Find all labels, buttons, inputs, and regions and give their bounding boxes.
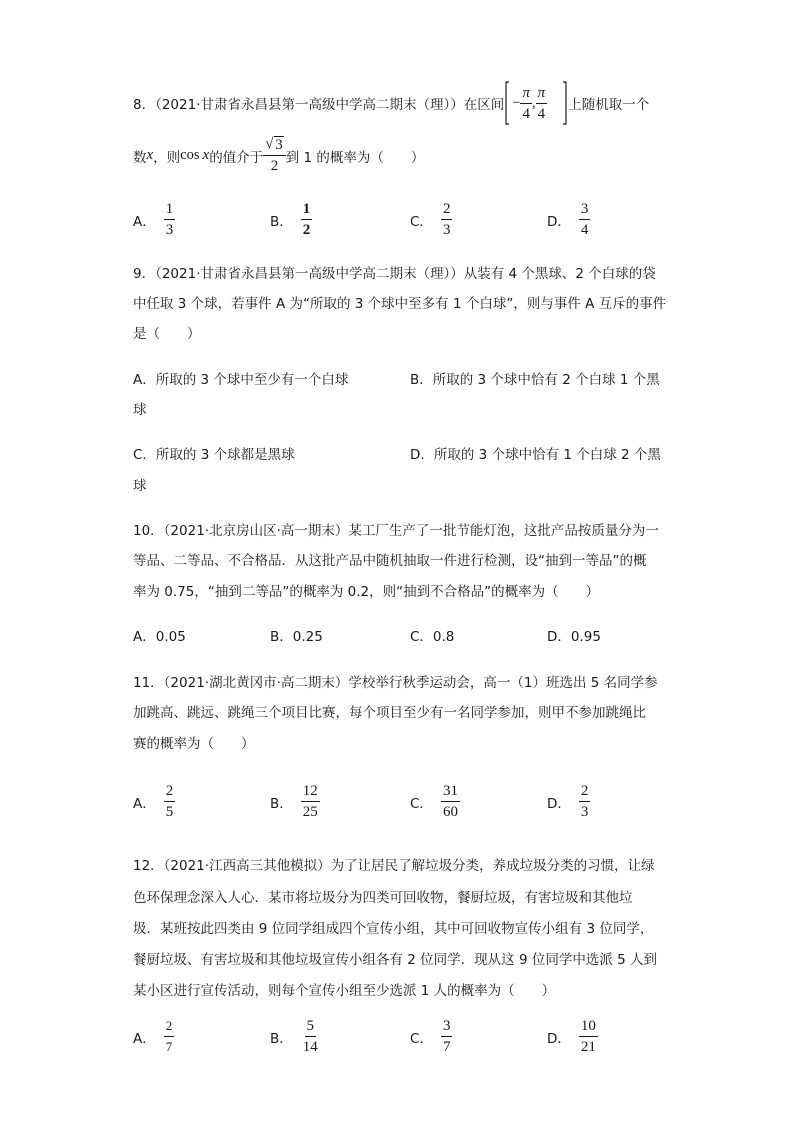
q9-stem-line1: 9．（2021·甘肃省永昌县第一高级中学高二期末（理））从装有 4 个黑球、2 个白球的袋 (133, 266, 656, 282)
q8-interval-left: $\frac{\pi}{4}$ (522, 84, 530, 122)
q8-sqrt-den: 2 (270, 158, 279, 174)
q8-interval (504, 80, 568, 126)
q12-option-a[interactable]: A． $\frac{2}{7}$ (133, 1018, 173, 1054)
q8-option-a[interactable]: A． $\frac{1}{3}$ (133, 201, 174, 238)
q11-stem-line1: 11．（2021·湖北黄冈市·高二期末）学校举行秋季运动会，高一（1）班选出 5 名同学参 (133, 675, 658, 691)
q8-option-d-fraction: $\frac{3}{4}$ (580, 201, 589, 238)
q10-option-d[interactable]: D．0.95 (547, 629, 601, 645)
q12-option-c[interactable]: C． $\frac{3}{7}$ (410, 1018, 451, 1055)
q8-var-x2: x (202, 147, 210, 163)
q12-option-b[interactable]: B． $\frac{5}{14}$ (270, 1018, 318, 1055)
q9-stem-line3: 是（ ） (133, 326, 201, 342)
q8-option-a-fraction: $\frac{1}{3}$ (165, 201, 174, 238)
q10-stem-line2: 等品、二等品、不合格品．从这批产品中随机抽取一件进行检测，设“抽到一等品”的概 (133, 553, 647, 569)
q8-option-c-fraction: $\frac{2}{3}$ (442, 201, 451, 238)
q8-stem-text-f: 到 1 的概率为（ ） (285, 149, 425, 166)
q11-option-a[interactable]: A． $\frac{2}{5}$ (133, 783, 174, 820)
q10-stem-line1: 10．（2021·北京房山区·高一期末）某工厂生产了一批节能灯泡，这批产品按质量分为一 (133, 523, 659, 539)
q8-var-x: x (146, 147, 154, 163)
q8-stem-line2 (133, 136, 424, 175)
q12-stem-line1: 12．（2021·江西高三其他模拟）为了让居民了解垃圾分类，养成垃圾分类的习惯，让绿 (133, 858, 655, 874)
q8-stem-text-b: 上随机取一个 (568, 97, 650, 113)
q9-option-c[interactable]: C．所取的 3 个球都是黑球 (133, 447, 295, 463)
q8-cos: cos (180, 147, 200, 163)
q10-option-b[interactable]: B．0.25 (270, 629, 323, 645)
q12-stem-line5: 某小区进行宣传活动，则每个宣传小组至少选派 1 人的概率为（ ） (133, 983, 556, 999)
q11-stem-line2: 加跳高、跳远、跳绳三个项目比赛，每个项目至少有一名同学参加，则甲不参加跳绳比 (133, 705, 646, 721)
q12-option-d[interactable]: D． $\frac{10}{21}$ (547, 1018, 596, 1055)
q8-stem-text-e: 的值介于 (209, 149, 264, 166)
q12-stem-line3: 圾．某班按此四类由 9 位同学组成四个宣传小组，其中可回收物宣传小组有 3 位同学， (133, 921, 654, 937)
q12-stem-line2: 色环保理念深入人心．某市将垃圾分为四类可回收物，餐厨垃圾，有害垃圾和其他垃 (133, 890, 633, 906)
q11-option-d[interactable]: D． $\frac{2}{3}$ (547, 783, 589, 820)
q11-option-d-fraction: $\frac{2}{3}$ (580, 783, 589, 820)
q9-option-b-wrap: 球 (133, 402, 147, 418)
q8-sqrt-fraction: √ 3 2 (263, 136, 286, 175)
q8-option-c[interactable]: C． $\frac{2}{3}$ (410, 201, 451, 238)
q8-sqrt-radicand: 3 (275, 137, 283, 153)
q11-option-b[interactable]: B． $\frac{12}{25}$ (270, 783, 318, 820)
q11-option-a-fraction: $\frac{2}{5}$ (165, 783, 174, 820)
q8-stem-text-c: 数 (133, 149, 147, 166)
q9-option-d[interactable]: D．所取的 3 个球中恰有 1 个白球 2 个黑 (410, 447, 661, 463)
q9-option-a[interactable]: A．所取的 3 个球中至少有一个白球 (133, 372, 349, 388)
q11-option-c[interactable]: C． $\frac{31}{60}$ (410, 783, 458, 820)
q8-option-b[interactable]: B． $\frac{1}{2}$ (270, 201, 311, 238)
q8-option-b-fraction: $\frac{1}{2}$ (302, 201, 311, 238)
q11-stem-line3: 赛的概率为（ ） (133, 736, 255, 752)
q8-stem-line1 (133, 80, 649, 126)
q8-interval-comma: , (531, 94, 536, 111)
q9-option-d-wrap: 球 (133, 478, 147, 494)
q12-option-c-fraction: $\frac{3}{7}$ (442, 1018, 451, 1055)
q9-stem-line2: 中任取 3 个球，若事件 A 为“所取的 3 个球中至多有 1 个白球”，则与事件 A 互斥的事件 (133, 296, 667, 312)
q12-stem-line4: 餐厨垃圾、有害垃圾和其他垃圾宣传小组各有 2 位同学．现从这 9 位同学中选派 5 人到 (133, 952, 658, 968)
q12-option-d-fraction: $\frac{10}{21}$ (580, 1018, 596, 1055)
q10-stem-line3: 率为 0.75，“抽到二等品”的概率为 0.2，则“抽到不合格品”的概率为（ ） (133, 584, 600, 600)
q12-option-a-fraction: $\frac{2}{7}$ (165, 1018, 173, 1054)
q11-option-c-fraction: $\frac{31}{60}$ (442, 783, 458, 820)
q8-interval-minus: − (512, 94, 521, 111)
q12-option-b-fraction: $\frac{5}{14}$ (302, 1018, 318, 1055)
q11-option-b-fraction: $\frac{12}{25}$ (302, 783, 318, 820)
q8-stem-text-a: 8．（2021·甘肃省永昌县第一高级中学高二期末（理））在区间 (133, 97, 505, 113)
q8-option-d[interactable]: D． $\frac{3}{4}$ (547, 201, 589, 238)
q8-interval-right: $\frac{\pi}{4}$ (537, 84, 546, 122)
q9-option-b[interactable]: B．所取的 3 个球中恰有 2 个白球 1 个黑 (410, 372, 660, 388)
q10-option-a[interactable]: A．0.05 (133, 629, 186, 645)
q10-option-c[interactable]: C．0.8 (410, 629, 455, 645)
q8-stem-text-d: ，则 (153, 149, 181, 166)
